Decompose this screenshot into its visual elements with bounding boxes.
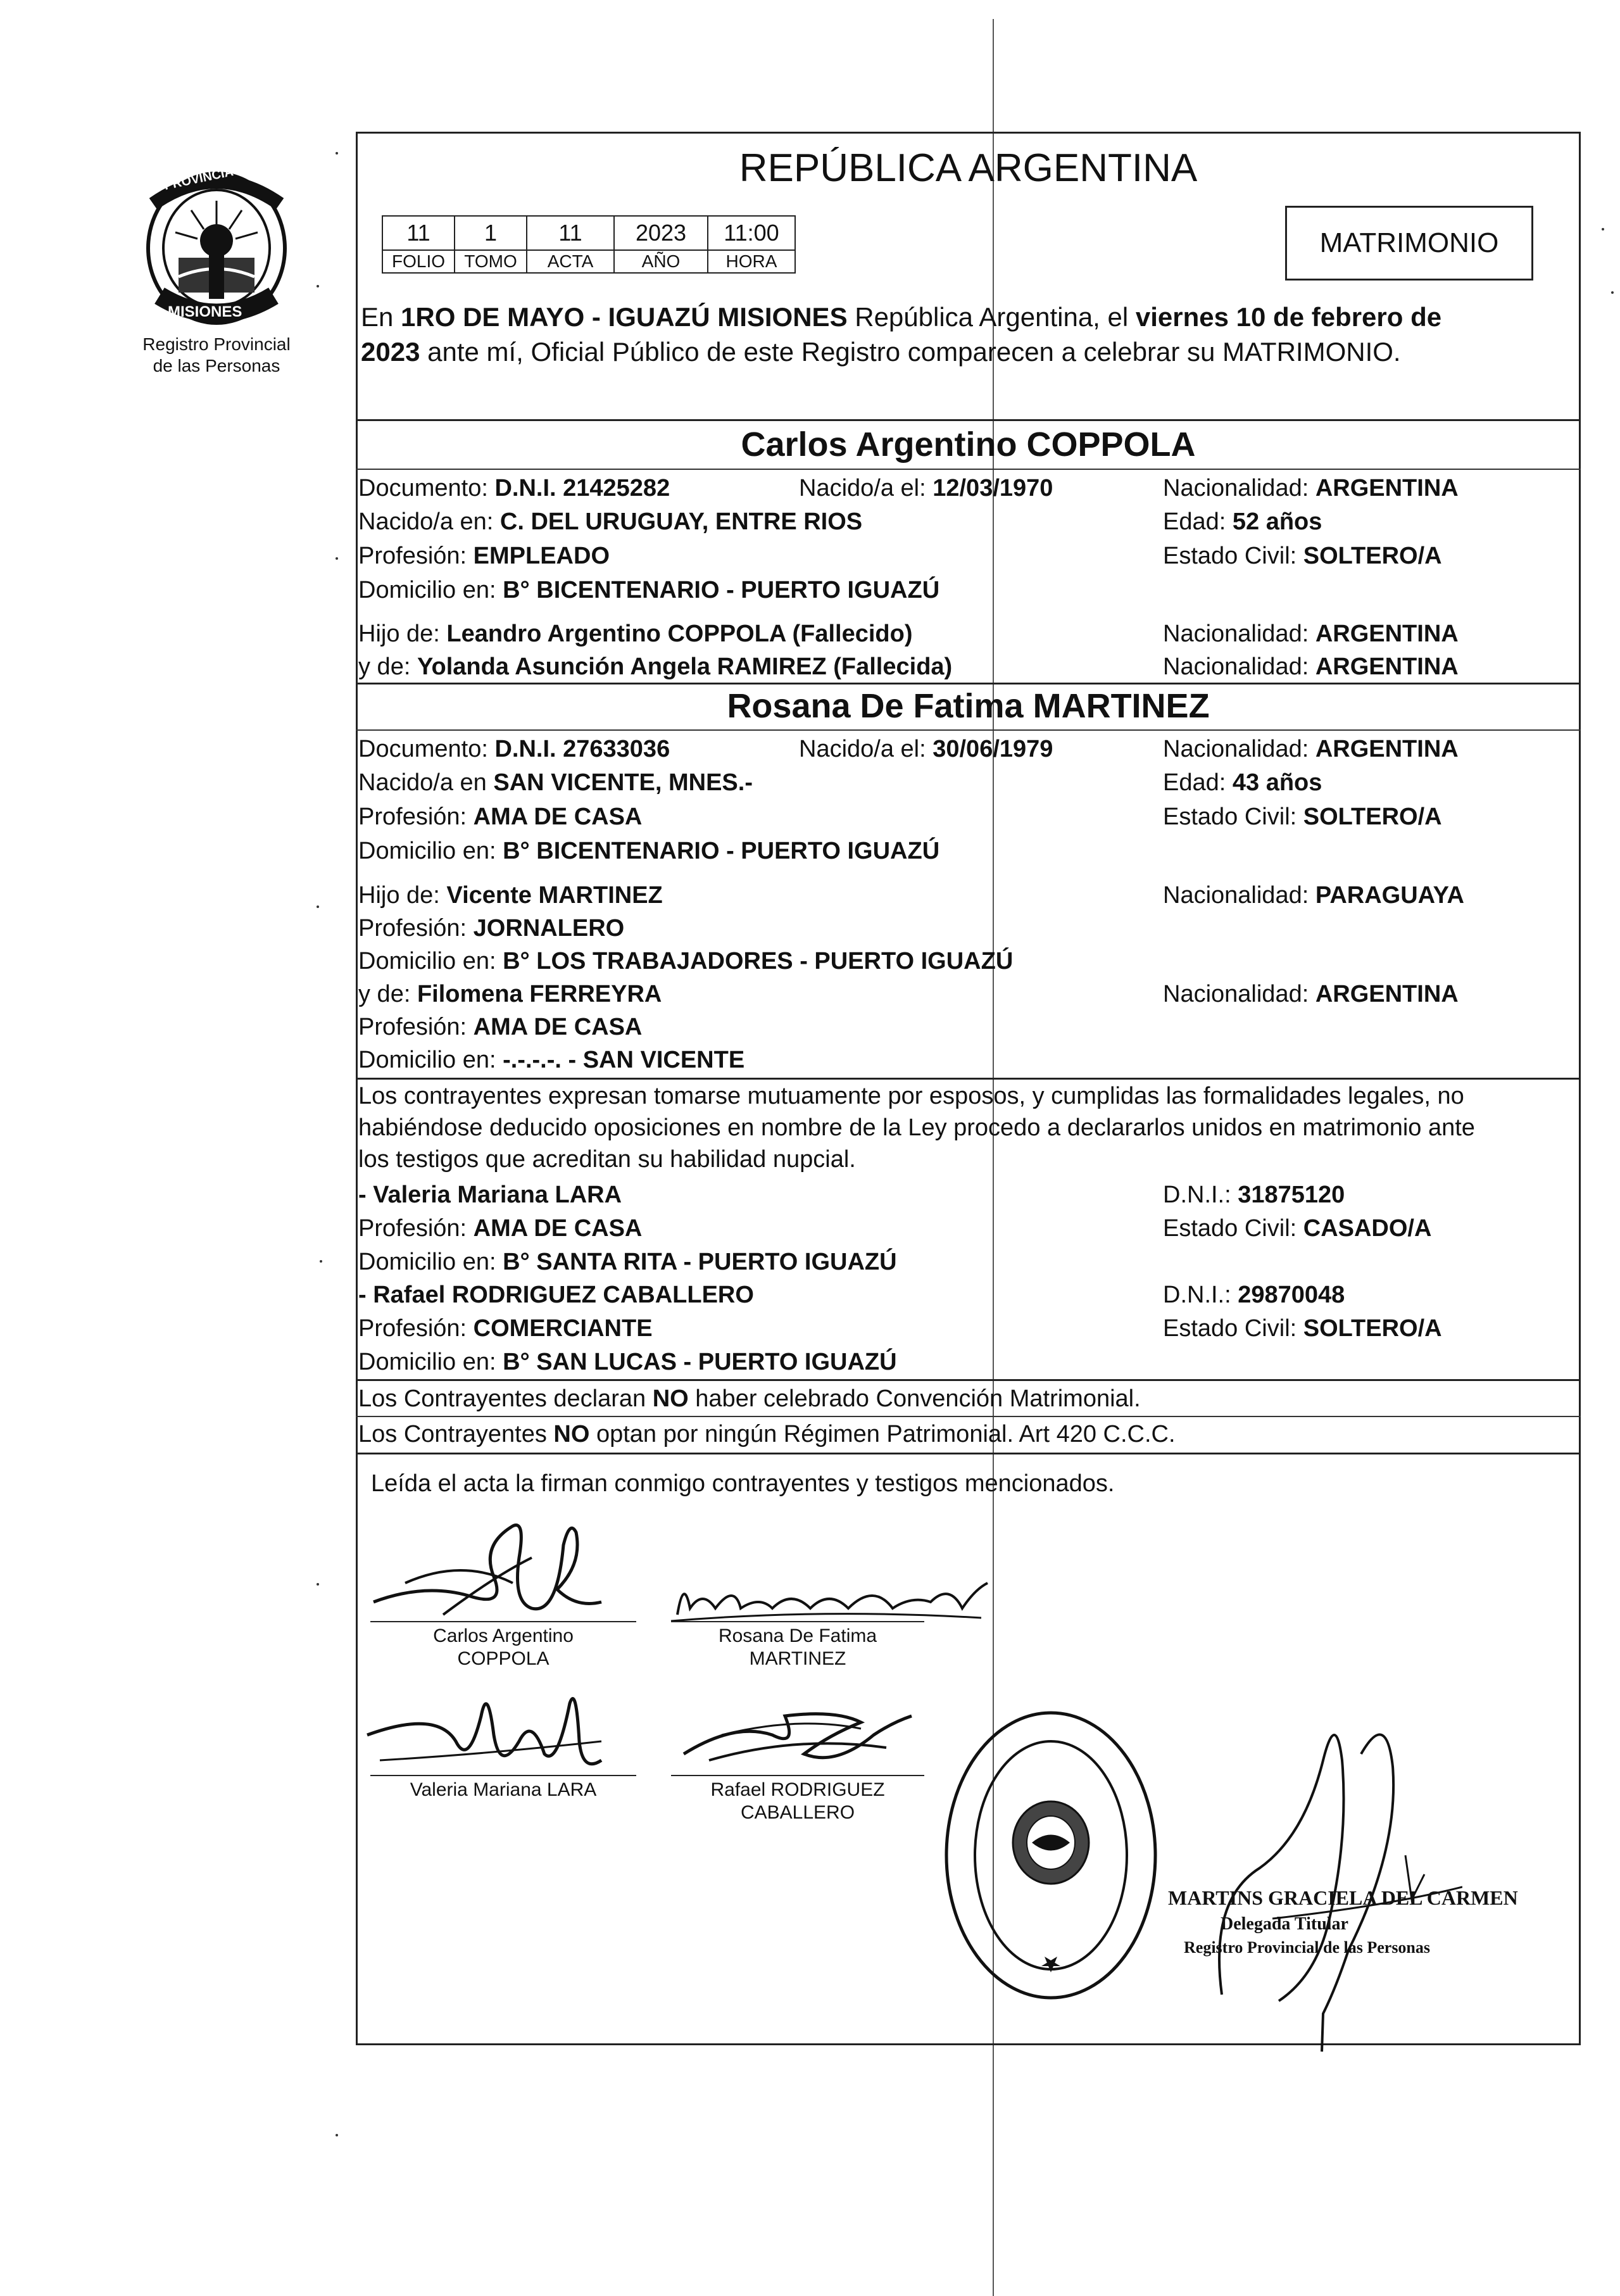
field-value: 43 años [1232, 769, 1322, 796]
scan-speck [317, 905, 319, 908]
scan-speck [336, 557, 338, 560]
logo-caption-line2: de las Personas [153, 356, 280, 375]
field-value: Yolanda Asunción Angela RAMIREZ (Fallecida) [417, 653, 953, 680]
witness-1-address [358, 1247, 897, 1277]
hora-value: 11:00 [708, 216, 795, 250]
field-label: Nacionalidad: [1163, 882, 1315, 909]
field-value: SOLTERO/A [1303, 1315, 1442, 1342]
intro-line-2 [361, 336, 1401, 369]
field-value: COMERCIANTE [473, 1315, 653, 1342]
field-label: Domicilio en: [358, 1249, 503, 1275]
regime-emphasis: NO [553, 1421, 590, 1448]
witness-1-signature-caption: Valeria Mariana LARA [410, 1779, 597, 1800]
field-value: PARAGUAYA [1315, 882, 1464, 909]
field-label: D.N.I.: [1163, 1282, 1238, 1308]
intro-text: República Argentina, el [847, 302, 1136, 332]
groom-age [1163, 507, 1322, 536]
bride-age [1163, 768, 1322, 797]
groom-civil-status [1163, 541, 1442, 571]
ano-label: AÑO [614, 250, 708, 273]
field-label: Edad: [1163, 769, 1233, 796]
declaration-line-1: Los contrayentes expresan tomarse mutuamente por esposos, y cumplidas las formalidades legales, no [358, 1083, 1464, 1109]
logo-seal-text-top: PROVINCIA DE [163, 160, 255, 193]
scan-speck [1611, 291, 1614, 294]
field-value: SOLTERO/A [1303, 543, 1442, 569]
bride-mother-nationality [1163, 980, 1459, 1009]
field-label: Nacido/a en [358, 769, 494, 796]
official-role: Delegada Titular [1221, 1914, 1348, 1934]
field-label: Profesión: [358, 543, 474, 569]
field-label: Nacionalidad: [1163, 981, 1315, 1007]
field-label: Nacido/a el: [799, 736, 933, 762]
field-label: Estado Civil: [1163, 543, 1303, 569]
field-value: ARGENTINA [1315, 736, 1459, 762]
tomo-label: TOMO [455, 250, 527, 273]
witness-1-dni [1163, 1180, 1345, 1209]
folio-value: 11 [382, 216, 455, 250]
witness-2-signature-caption-1: Rafael RODRIGUEZ [710, 1779, 885, 1800]
witness-1-signature-line [370, 1775, 636, 1776]
logo-seal-text-bottom: MISIONES [168, 303, 242, 320]
groom-signature-caption-2: COPPOLA [457, 1648, 549, 1669]
intro-text: En [361, 302, 401, 332]
field-label: Edad: [1163, 508, 1233, 535]
field-value: D.N.I. 21425282 [494, 475, 670, 501]
field-value: JORNALERO [473, 915, 625, 942]
field-label: Profesión: [358, 1215, 474, 1242]
groom-address [358, 576, 939, 605]
scan-speck [317, 285, 319, 287]
bride-father-nationality [1163, 881, 1464, 910]
intro-line-1 [361, 301, 1441, 334]
official-name: MARTINS GRACIELA DEL CARMEN [1168, 1886, 1518, 1909]
witness-2-name: - Rafael RODRIGUEZ CABALLERO [358, 1282, 754, 1308]
witness-1-signature [361, 1678, 627, 1786]
divider [356, 729, 1581, 731]
field-label: Estado Civil: [1163, 1315, 1303, 1342]
field-label: Documento: [358, 475, 495, 501]
field-label: Profesión: [358, 915, 474, 942]
field-label: y de: [358, 981, 417, 1007]
groom-nationality [1163, 474, 1459, 503]
witness-2-signature [671, 1697, 924, 1779]
groom-signature [367, 1507, 633, 1634]
regime-emphasis: NO [652, 1385, 689, 1412]
witness-2-signature-line [671, 1775, 924, 1776]
field-value: ARGENTINA [1315, 621, 1459, 647]
field-value: AMA DE CASA [473, 1014, 643, 1040]
field-value: B° SANTA RITA - PUERTO IGUAZÚ [503, 1249, 897, 1275]
witness-1-name: - Valeria Mariana LARA [358, 1182, 622, 1208]
groom-name: Carlos Argentino COPPOLA [741, 426, 1196, 464]
regime-text: Los Contrayentes declaran [358, 1385, 653, 1412]
divider [356, 1453, 1581, 1454]
groom-birthplace [358, 507, 862, 536]
field-value: C. DEL URUGUAY, ENTRE RIOS [499, 508, 863, 535]
field-label: D.N.I.: [1163, 1182, 1238, 1208]
regime-text: haber celebrado Convención Matrimonial. [688, 1385, 1141, 1412]
divider [356, 1078, 1581, 1080]
signatures-intro: Leída el acta la firman conmigo contrayentes y testigos mencionados. [371, 1470, 1115, 1497]
acta-label: ACTA [527, 250, 614, 273]
field-value: 30/06/1979 [932, 736, 1053, 762]
field-value: 29870048 [1238, 1282, 1345, 1308]
field-value: B° BICENTENARIO - PUERTO IGUAZÚ [503, 577, 940, 603]
field-label: Nacionalidad: [1163, 736, 1315, 762]
witness-2-address [358, 1347, 897, 1377]
divider [356, 419, 1581, 421]
intro-date: viernes 10 de febrero de [1135, 302, 1442, 332]
field-label: Estado Civil: [1163, 1215, 1303, 1242]
bride-father [358, 881, 663, 910]
divider [356, 1416, 1581, 1417]
field-value: 12/03/1970 [932, 475, 1053, 501]
declaration-line-3: los testigos que acreditan su habilidad nupcial. [358, 1146, 856, 1173]
bride-address [358, 836, 939, 866]
groom-father [358, 619, 913, 648]
divider [356, 683, 1581, 684]
scan-speck [317, 1583, 319, 1586]
field-label: Nacionalidad: [1163, 475, 1315, 501]
bride-father-profession [358, 914, 624, 943]
field-value: ARGENTINA [1315, 475, 1459, 501]
divider [356, 469, 1581, 470]
field-value: Leandro Argentino COPPOLA (Fallecido) [446, 621, 913, 647]
groom-document [358, 474, 670, 503]
field-value: ARGENTINA [1315, 653, 1459, 680]
field-value: SOLTERO/A [1303, 804, 1442, 830]
groom-profession [358, 541, 610, 571]
field-label: Nacido/a el: [799, 475, 933, 501]
regime-text: Los Contrayentes [358, 1421, 554, 1448]
hora-label: HORA [708, 250, 795, 273]
field-value: Filomena FERREYRA [417, 981, 662, 1007]
folio-label: FOLIO [382, 250, 455, 273]
declaration-line-2: habiéndose deducido oposiciones en nombre de la Ley procedo a declararlos unidos en matrimonio ante [358, 1114, 1475, 1141]
field-label: Domicilio en: [358, 948, 503, 975]
field-value: 31875120 [1238, 1182, 1345, 1208]
official-office: Registro Provincial de las Personas [1184, 1938, 1431, 1957]
field-label: Hijo de: [358, 621, 447, 647]
field-label: y de: [358, 653, 417, 680]
field-value: B° LOS TRABAJADORES - PUERTO IGUAZÚ [503, 948, 1014, 975]
bride-nationality [1163, 735, 1459, 764]
bride-father-address [358, 947, 1013, 976]
groom-mother-nationality [1163, 652, 1459, 681]
groom-signature-caption-1: Carlos Argentino [433, 1625, 574, 1646]
field-value: Vicente MARTINEZ [446, 882, 663, 909]
scan-speck [1602, 228, 1604, 230]
field-value: CASADO/A [1303, 1215, 1432, 1242]
field-label: Hijo de: [358, 882, 447, 909]
scan-speck [336, 152, 338, 155]
witness-2-dni [1163, 1280, 1345, 1309]
scan-speck [336, 2134, 338, 2136]
field-label: Domicilio en: [358, 838, 503, 864]
field-label: Profesión: [358, 1315, 474, 1342]
scan-speck [320, 1260, 322, 1263]
field-value: -.-.-.-. - SAN VICENTE [503, 1047, 745, 1073]
ano-value: 2023 [614, 216, 708, 250]
record-type-box: MATRIMONIO [1285, 206, 1533, 281]
field-label: Nacionalidad: [1163, 621, 1315, 647]
groom-birthdate [799, 474, 1053, 503]
field-label: Profesión: [358, 1014, 474, 1040]
bride-mother-profession [358, 1012, 642, 1042]
bride-signature-caption-2: MARTINEZ [749, 1648, 846, 1669]
regime-text: optan por ningún Régimen Patrimonial. Art 420 C.C.C. [589, 1421, 1176, 1448]
field-value: AMA DE CASA [473, 804, 643, 830]
witness-1-profession [358, 1214, 642, 1243]
bride-document [358, 735, 670, 764]
field-value: ARGENTINA [1315, 981, 1459, 1007]
witness-2-civil-status [1163, 1314, 1442, 1343]
regime-line-1 [358, 1384, 1141, 1413]
field-value: EMPLEADO [473, 543, 610, 569]
groom-father-nationality [1163, 619, 1459, 648]
field-value: B° SAN LUCAS - PUERTO IGUAZÚ [503, 1349, 897, 1375]
tomo-value: 1 [455, 216, 527, 250]
bride-mother [358, 980, 662, 1009]
field-label: Profesión: [358, 804, 474, 830]
field-label: Domicilio en: [358, 1349, 503, 1375]
bride-signature-caption-1: Rosana De Fatima [718, 1625, 877, 1646]
intro-place: 1RO DE MAYO - IGUAZÚ MISIONES [401, 302, 848, 332]
registry-table [382, 215, 796, 274]
bride-name: Rosana De Fatima MARTINEZ [727, 687, 1210, 725]
field-value: SAN VICENTE, MNES.- [493, 769, 753, 796]
bride-civil-status [1163, 802, 1442, 831]
field-value: D.N.I. 27633036 [494, 736, 670, 762]
regime-line-2 [358, 1420, 1176, 1449]
field-label: Domicilio en: [358, 1047, 503, 1073]
bride-signature-line [671, 1621, 924, 1622]
field-label: Documento: [358, 736, 495, 762]
field-label: Nacido/a en: [358, 508, 500, 535]
acta-value: 11 [527, 216, 614, 250]
intro-text: ante mí, Oficial Público de este Registro comparecen a celebrar su MATRIMONIO. [420, 337, 1401, 367]
bride-signature [665, 1564, 994, 1627]
country-title: REPÚBLICA ARGENTINA [739, 146, 1198, 190]
bride-birthplace [358, 768, 753, 797]
bride-mother-address [358, 1045, 744, 1075]
groom-signature-line [370, 1621, 636, 1622]
field-label: Nacionalidad: [1163, 653, 1315, 680]
field-label: Domicilio en: [358, 577, 503, 603]
field-value: AMA DE CASA [473, 1215, 643, 1242]
registry-office-stamp-icon [937, 1703, 1165, 2007]
field-value: B° BICENTENARIO - PUERTO IGUAZÚ [503, 838, 940, 864]
bride-birthdate [799, 735, 1053, 764]
groom-mother [358, 652, 952, 681]
witness-2-signature-caption-2: CABALLERO [740, 1802, 855, 1823]
intro-date-year: 2023 [361, 337, 420, 367]
field-label: Estado Civil: [1163, 804, 1303, 830]
bride-profession [358, 802, 642, 831]
divider [356, 1379, 1581, 1381]
witness-2-profession [358, 1314, 653, 1343]
witness-1-civil-status [1163, 1214, 1431, 1243]
logo-caption-line1: Registro Provincial [142, 334, 291, 354]
field-value: 52 años [1232, 508, 1322, 535]
